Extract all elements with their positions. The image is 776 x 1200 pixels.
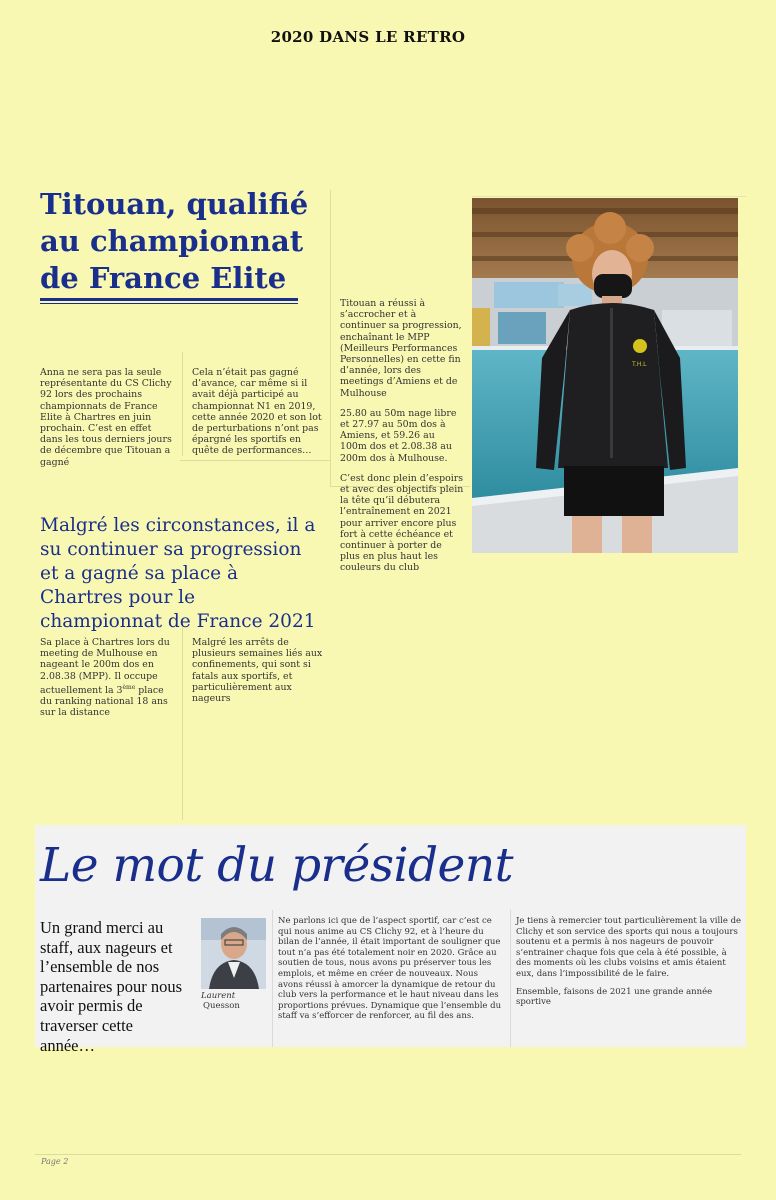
swimmer-photo (472, 198, 738, 553)
president-col-1: Ne parlons ici que de l’aspect sportif, car c’est ce qui nous anime au CS Clichy 92, et à l’heure du bilan de l’année, il était important de souligner que tout n’a pas été totalement noir en 2020. Grâce au soutien de tous, nous avons pu préserver tous les emplois, et même en créer de nouveaux. Nous avons réussi à amorcer la dynamique de retour du club vers la performance et le haut niveau dans les proportions prévues. Dynamique que l’ensemble du staff va s’efforcer de renforcer, au fil des ans. (278, 916, 502, 1022)
swimmer-photo-illustration (472, 198, 738, 553)
article-col-3 (340, 298, 464, 583)
jacket-initials: T.H.L (632, 361, 647, 368)
column-divider (330, 190, 331, 486)
col3-paragraph-1: Titouan a réussi à s’accrocher et à continuer sa progression, enchaînant le MPP (Meilleurs Performances Personnelles) en cette fin d’année, lors des meetings d’Amiens et de Mulhouse (340, 298, 462, 399)
footer-rule (35, 1154, 741, 1155)
col4-text-a: Sa place à Chartres lors du meeting de Mulhouse en nageant le 200m dos en 2.08.38 (MPP). Il occupe actuellement la 3 (40, 637, 170, 696)
article-col-4 (40, 637, 174, 719)
portrait-caption (201, 991, 240, 1011)
row-divider (180, 460, 330, 461)
article-col-5: Malgré les arrêts de plusieurs semaines liés aux confinements, qui sont si fatals aux sportifs, et particulièrement aux nageurs (192, 637, 323, 705)
article-subheading: Malgré les circonstances, il a su continuer sa progression et a gagné sa place à Chartres pour le championnat de France 2021 (40, 515, 316, 632)
col3-paragraph-2: 25.80 au 50m nage libre et 27.97 au 50m dos à Amiens, et 59.26 au 100m dos et 2.08.38 au 200m dos à Mulhouse. (340, 407, 457, 464)
caption-first-name: Laurent (201, 991, 236, 1001)
president-col-2 (516, 916, 742, 1015)
president-portrait-illustration (201, 918, 266, 989)
page-number: Page 2 (41, 1157, 69, 1166)
column-divider (272, 910, 273, 1047)
title-rule (40, 298, 298, 301)
column-divider (510, 910, 511, 1047)
president-quote: Un grand merci au staff, aux nageurs et l’ensemble de nos partenaires pour nous avoir permis de traverser cette année… (40, 918, 183, 1055)
president-title: Le mot du président (40, 838, 514, 893)
caption-last-name: Quesson (203, 1001, 240, 1011)
president-portrait (201, 918, 266, 989)
article-col-1: Anna ne sera pas la seule représentante du CS Clichy 92 lors des prochains championnats de France Elite à Chartres en juin prochain. C’est en effet dans les tous derniers jours de décembre que Titouan a gagné (40, 367, 172, 468)
col4-superscript: ème (122, 683, 136, 691)
title-rule-thin (40, 303, 298, 304)
column-divider (182, 352, 183, 456)
president-col2-paragraph-2: Ensemble, faisons de 2021 une grande année sportive (516, 986, 713, 1008)
page-header: 2020 DANS LE RETRO (270, 28, 466, 46)
column-divider (182, 620, 183, 820)
president-col2-paragraph-1: Je tiens à remercier tout particulièrement la ville de Clichy et son service des sports qui nous a toujours soutenu et a permis à nos nageurs de pouvoir s’entrainer chaque fois que cela à été possible, à des moments où les clubs voisins et amis étaient eux, dans l’impossibilité de le faire. (516, 916, 742, 979)
article-title: Titouan, qualifié au championnat de France Elite (40, 187, 309, 295)
article-col-2: Cela n’était pas gagné d’avance, car même si il avait déjà participé au championnat N1 en 2019, cette année 2020 et son lot de perturbations n’ont pas épargné les sportifs en quête de performances… (192, 367, 322, 457)
col4-text-b: place du ranking national 18 ans sur la distance (40, 684, 168, 719)
photo-frame-line (472, 196, 746, 197)
col3-paragraph-3: C’est donc plein d’espoirs et avec des objectifs plein la tête qu’il débutera l’entraînement en 2021 pour arriver encore plus fort à cette échéance et continuer à porter de plus en plus haut les couleurs du club (340, 472, 464, 574)
